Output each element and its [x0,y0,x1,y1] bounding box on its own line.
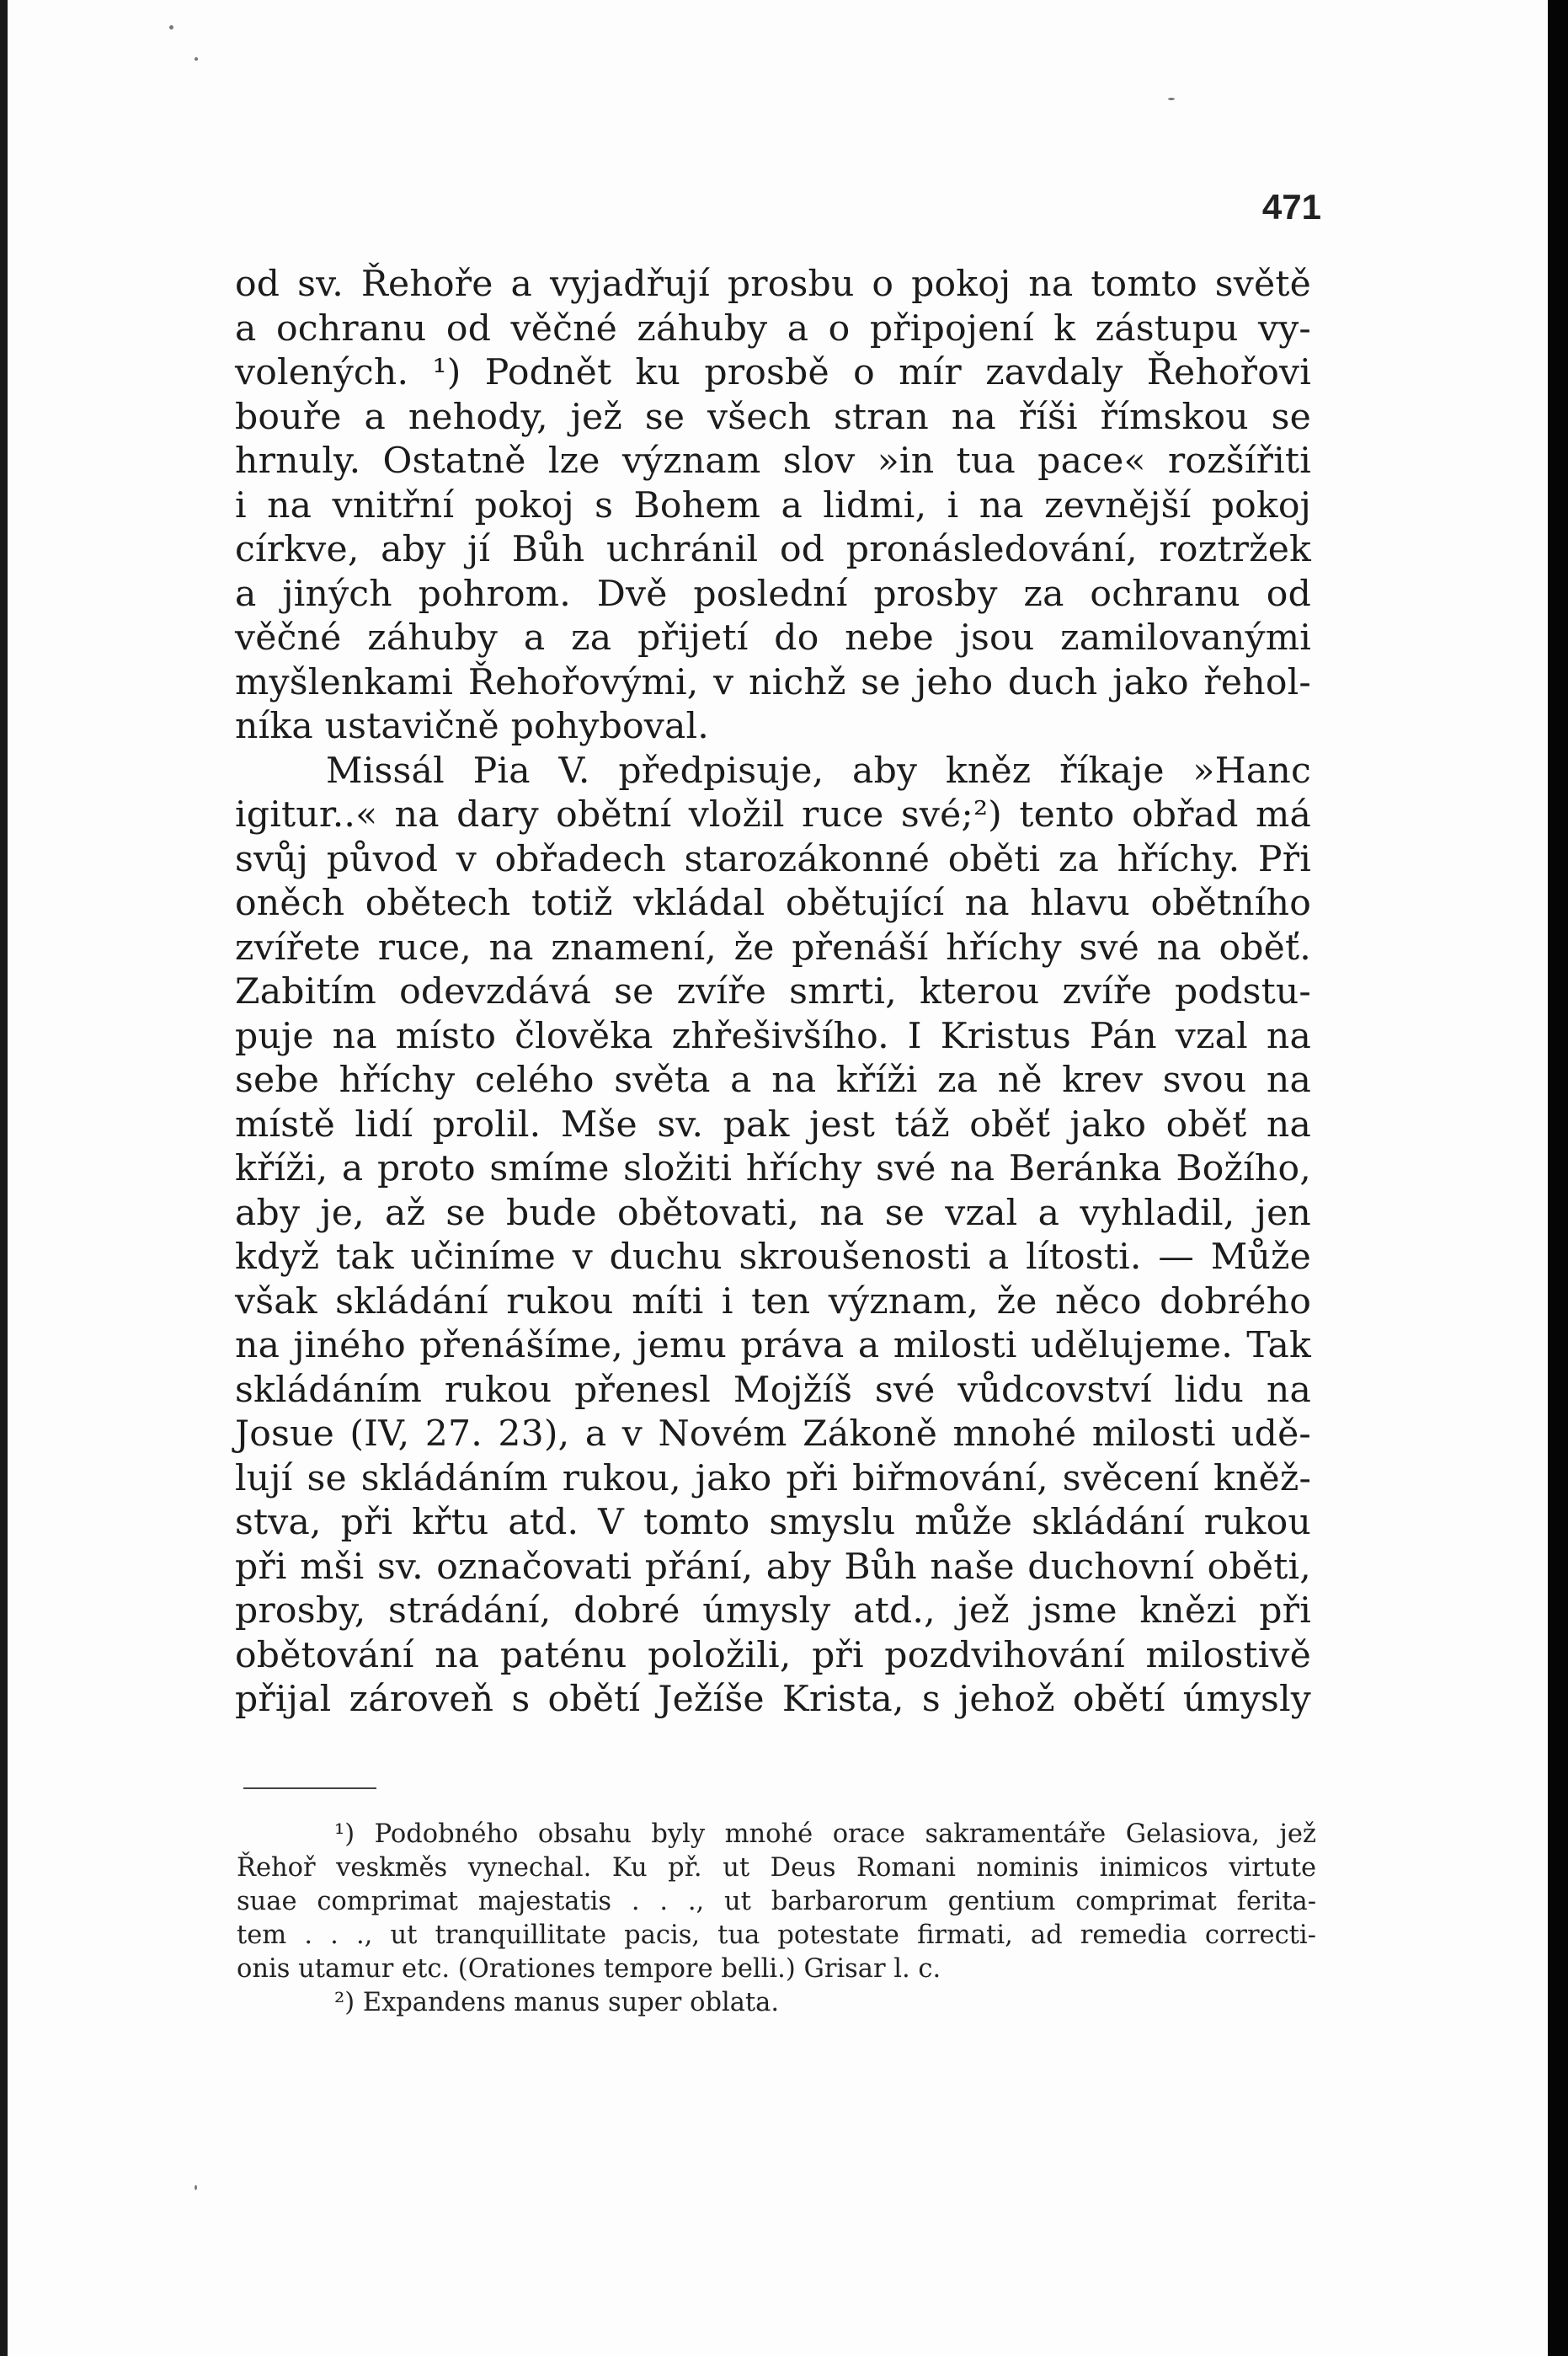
footnote-1-line: onis utamur etc. (Orationes tempore belli.) Grisar l. c. [237,1954,941,1984]
text-line: od sv. Řehoře a vyjadřují prosbu o pokoj na tomto světě [235,264,1311,305]
text-line: církve, aby jí Bůh uchránil od pronásledování, roztržek [235,529,1311,570]
text-line: Josue (IV, 27. 23), a v Novém Zákoně mnohé milosti udě- [235,1413,1311,1455]
text-line: svůj původ v obřadech starozákonné oběti za hříchy. Při [235,838,1311,880]
text-line: však skládání rukou míti i ten význam, že něco dobrého [235,1280,1311,1322]
text-line: přijal zároveň s obětí Ježíše Krista, s jehož obětí úmysly [235,1679,1311,1720]
text-line: při mši sv. označovati přání, aby Bůh naše duchovní oběti, [235,1546,1311,1588]
text-line: na jiného přenášíme, jemu práva a milosti udělujeme. Tak [235,1325,1311,1366]
text-line: igitur..« na dary obětní vložil ruce své;²) tento obřad má [235,794,1311,836]
text-line: prosby, strádání, dobré úmysly atd., jež jsme knězi při [235,1590,1311,1632]
footnote-1-line: suae comprimat majestatis . . ., ut barbarorum gentium comprimat ferita- [237,1887,1316,1916]
text-line: volených. ¹) Podnět ku prosbě o mír zavdaly Řehořovi [235,352,1311,393]
text-line: sebe hříchy celého světa a na kříži za ně krev svou na [235,1060,1311,1101]
paragraph-start-line: Missál Pia V. předpisuje, aby kněz říkaje »Hanc [326,750,1311,792]
text-line: místě lidí prolil. Mše sv. pak jest táž oběť jako oběť na [235,1103,1311,1146]
text-line: puje na místo člověka zhřešivšího. I Kristus Pán vzal na [235,1015,1311,1057]
footnote-1-line: tem . . ., ut tranquillitate pacis, tua potestate firmati, ad remedia correcti- [237,1921,1316,1950]
footnote-1-line: Řehoř veskměs vynechal. Ku př. ut Deus Romani nominis inimicos virtute [237,1853,1316,1883]
text-line: když tak učiníme v duchu skroušenosti a lítosti. — Může [235,1237,1311,1278]
text-line: Zabitím odevzdává se zvíře smrti, kterou zvíře podstu- [235,971,1311,1012]
scan-speck [1168,98,1175,100]
text-line: níka ustavičně pohyboval. [235,706,710,747]
text-line: a ochranu od věčné záhuby a o připojení k zástupu vy- [235,307,1311,350]
text-line: zvířete ruce, na znamení, že přenáší hříchy své na oběť. [235,927,1311,969]
text-line: oněch obětech totiž vkládal obětující na hlavu obětního [235,883,1311,924]
footnote-divider [243,1787,376,1789]
text-line: stva, při křtu atd. V tomto smyslu může skládání rukou [235,1502,1311,1543]
footnotes [237,1818,1316,2020]
scan-speck [169,25,173,29]
text-line: i na vnitřní pokoj s Bohem a lidmi, i na zevnější pokoj [235,484,1311,526]
text-line: a jiných pohrom. Dvě poslední prosby za ochranu od [235,573,1311,615]
footnote-1-line: ¹) Podobného obsahu byly mnohé orace sakramentáře Gelasiova, jež [334,1819,1316,1849]
scan-speck [195,2185,197,2190]
text-line: bouře a nehody, jež se všech stran na říši římskou se [235,396,1311,438]
scan-edge [1548,0,1568,2356]
text-line: kříži, a proto smíme složiti hříchy své na Beránka Božího, [235,1148,1311,1189]
text-line: věčné záhuby a za přijetí do nebe jsou zamilovanými [235,617,1311,659]
footnote-2-line: ²) Expandens manus super oblata. [334,1988,780,2017]
body-text [235,263,1311,1723]
page-number: 471 [1261,187,1321,227]
text-line: myšlenkami Řehořovými, v nichž se jeho duch jako řehol- [235,661,1311,703]
text-line: skládáním rukou přenesl Mojžíš své vůdcovství lidu na [235,1369,1311,1411]
text-line: hrnuly. Ostatně lze význam slov »in tua pace« rozšířiti [235,441,1311,482]
text-line: aby je, až se bude obětovati, na se vzal a vyhladil, jen [235,1192,1311,1234]
text-line: obětování na paténu položili, při pozdvihování milostivě [235,1634,1311,1676]
text-line: lují se skládáním rukou, jako při biřmování, svěcení kněž- [235,1457,1311,1499]
scan-speck [195,57,198,61]
